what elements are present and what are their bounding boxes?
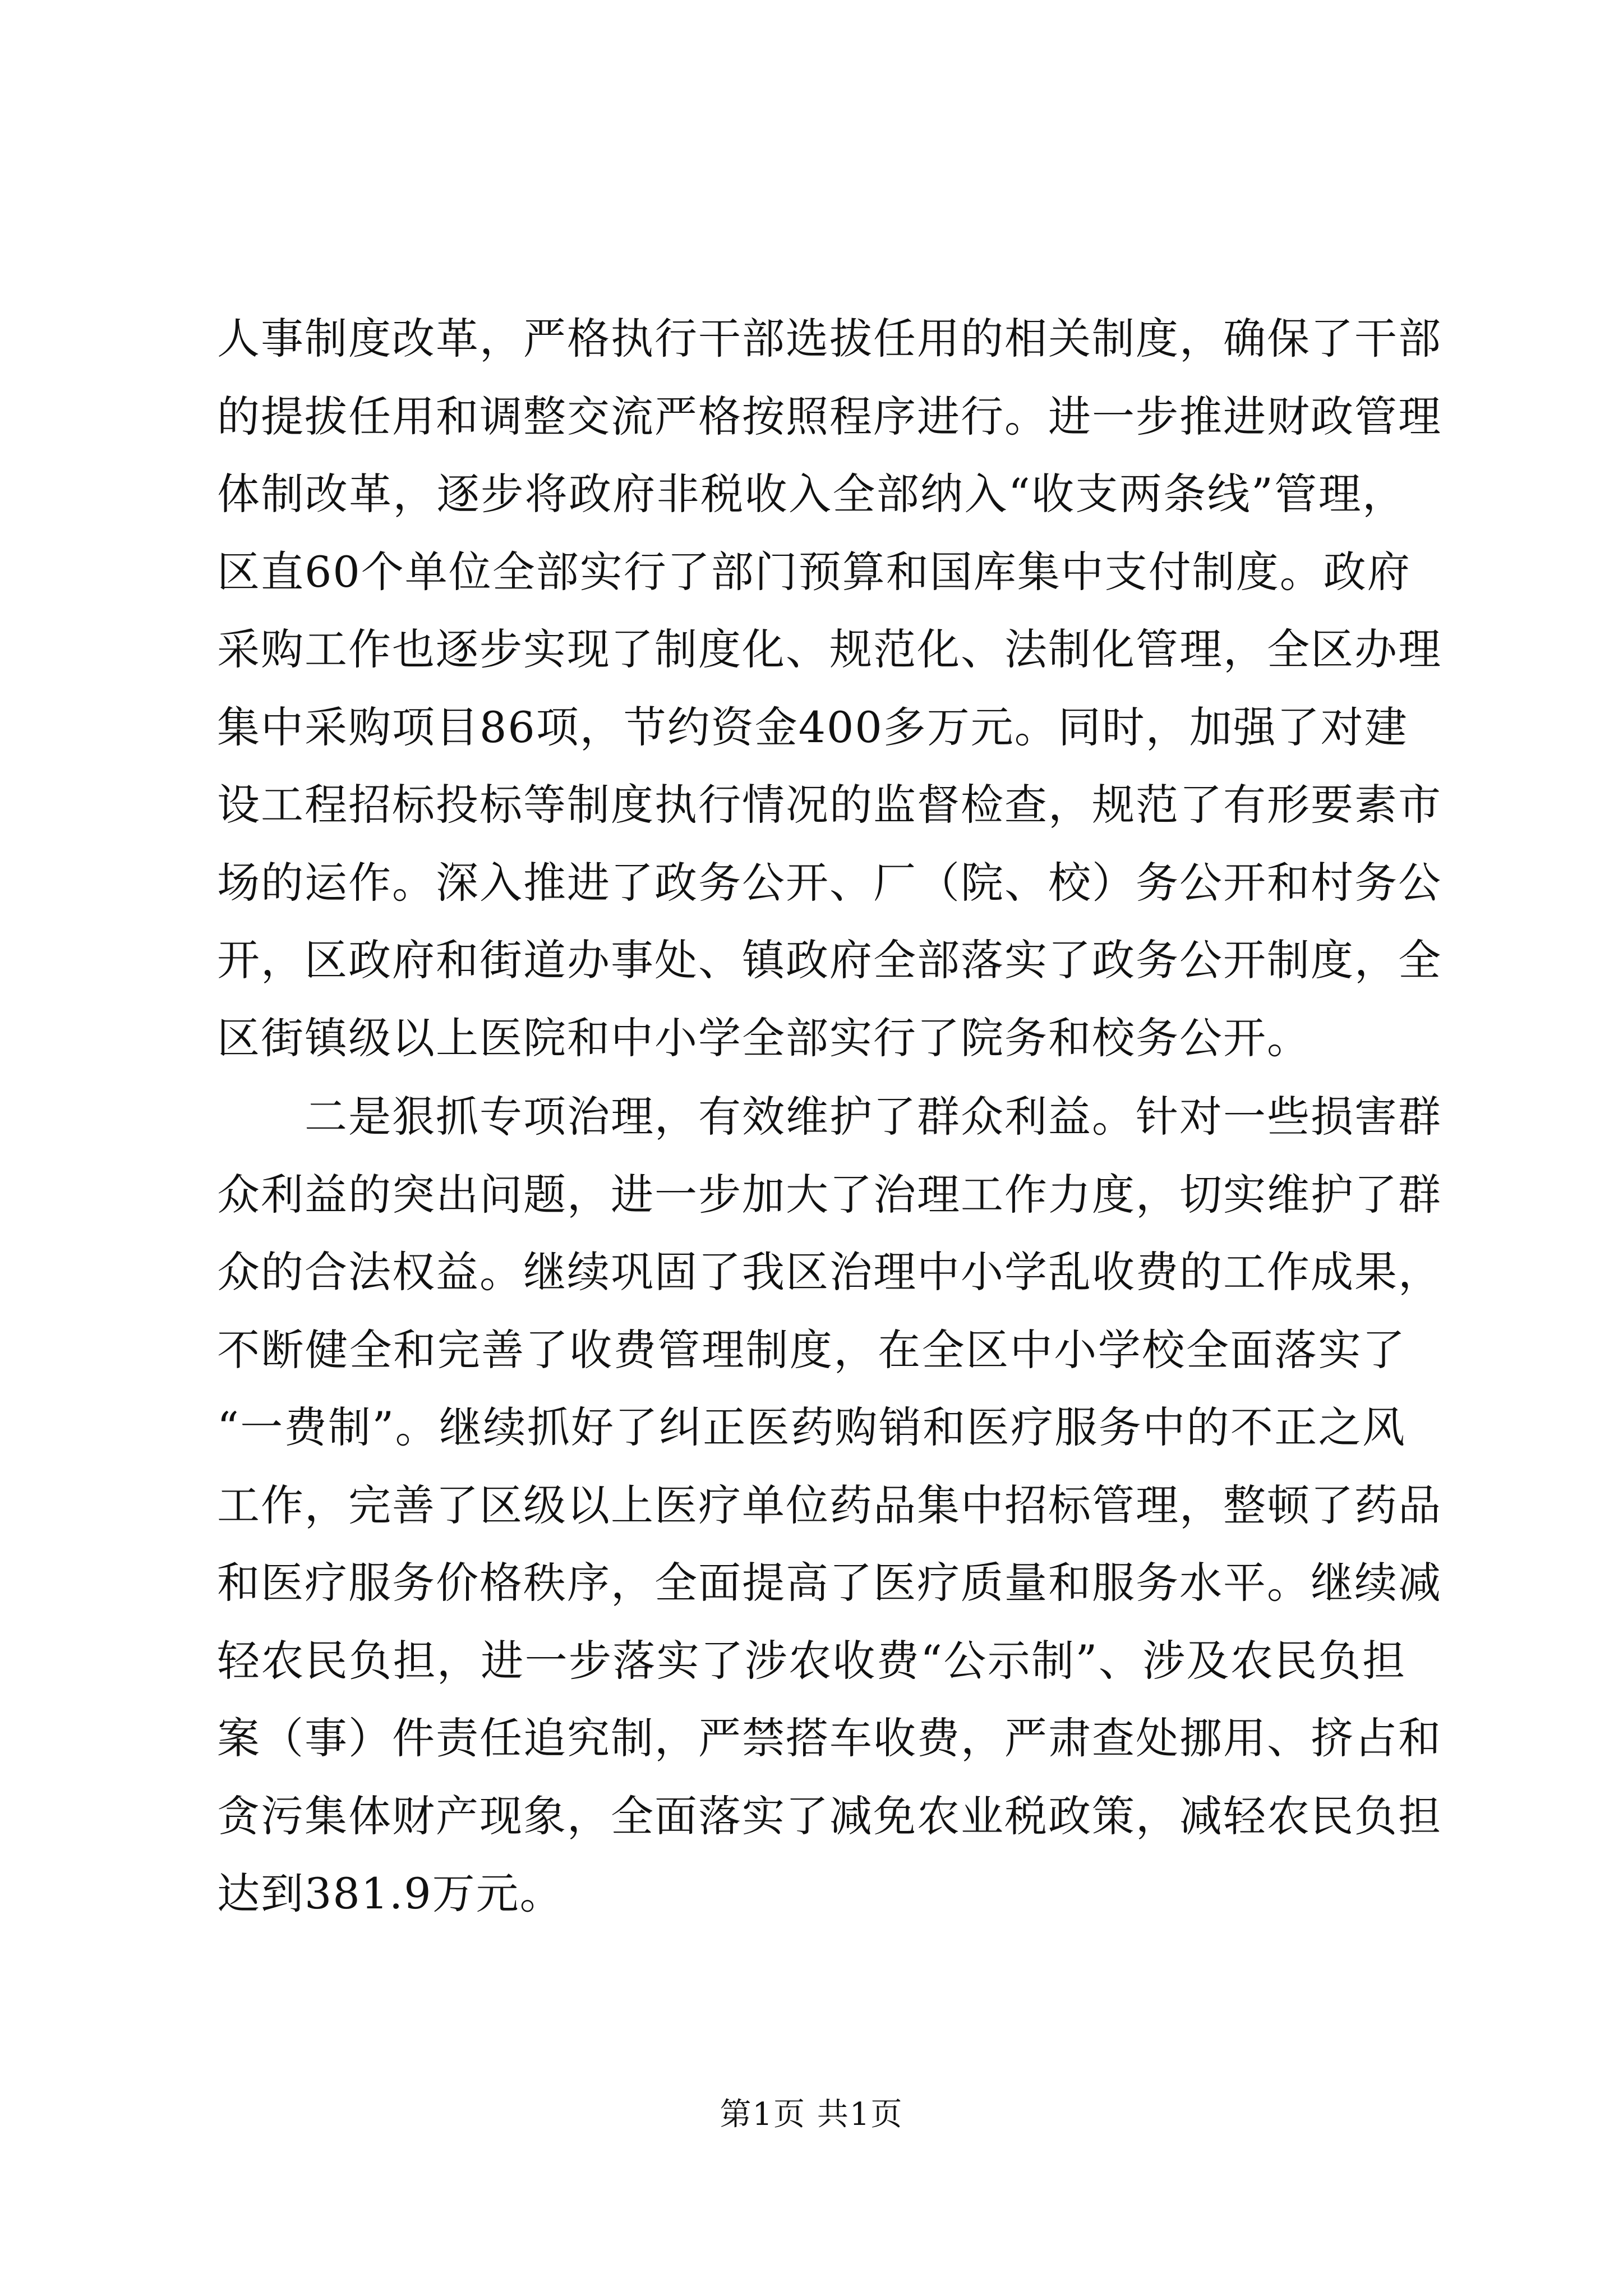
text-line: 二是狠抓专项治理，有效维护了群众利益。针对一些损害群 [305,1092,1442,1142]
text-line: 区直60个单位全部实行了部门预算和国库集中支付制度。政府 [217,546,1411,597]
paragraph-2 [217,1078,1442,1933]
text-line: 体制改革，逐步将政府非税收入全部纳入“收支两条线”管理， [217,469,1406,519]
text-line: 不断健全和完善了收费管理制度，在全区中小学校全面落实了 [217,1324,1406,1375]
text-line: 工作，完善了区级以上医疗单位药品集中招标管理，整顿了药品 [217,1480,1442,1530]
text-line: 采购工作也逐步实现了制度化、规范化、法制化管理，全区办理 [217,624,1442,674]
text-line: 场的运作。深入推进了政务公开、厂（院、校）务公开和村务公 [217,857,1442,908]
text-line: “一费制”。继续抓好了纠正医药购销和医疗服务中的不正之风 [217,1402,1406,1452]
text-line: 设工程招标投标等制度执行情况的监督检查，规范了有形要素市 [217,780,1442,830]
page-number-footer: 第1页 共1页 [720,2096,903,2133]
document-body [217,300,1442,1933]
text-line: 众利益的突出问题，进一步加大了治理工作力度，切实维护了群 [217,1169,1442,1220]
text-line: 和医疗服务价格秩序，全面提高了医疗质量和服务水平。继续减 [217,1558,1442,1608]
text-line: 案（事）件责任追究制，严禁搭车收费，严肃查处挪用、挤占和 [217,1713,1442,1763]
text-line: 众的合法权益。继续巩固了我区治理中小学乱收费的工作成果， [217,1247,1442,1297]
text-line: 开，区政府和街道办事处、镇政府全部落实了政务公开制度，全 [217,935,1442,985]
text-line: 的提拔任用和调整交流严格按照程序进行。进一步推进财政管理 [217,391,1442,441]
text-line: 达到381.9万元。 [217,1869,564,1918]
text-line: 轻农民负担，进一步落实了涉农收费“公示制”、涉及农民负担 [217,1635,1406,1686]
text-line: 人事制度改革，严格执行干部选拔任用的相关制度，确保了干部 [217,314,1442,364]
text-line: 集中采购项目86项，节约资金400多万元。同时，加强了对建 [217,702,1408,752]
paragraph-1 [217,300,1442,1077]
text-line: 区街镇级以上医院和中小学全部实行了院务和校务公开。 [217,1013,1311,1063]
text-line: 贪污集体财产现象，全面落实了减免农业税政策，减轻农民负担 [217,1791,1442,1841]
